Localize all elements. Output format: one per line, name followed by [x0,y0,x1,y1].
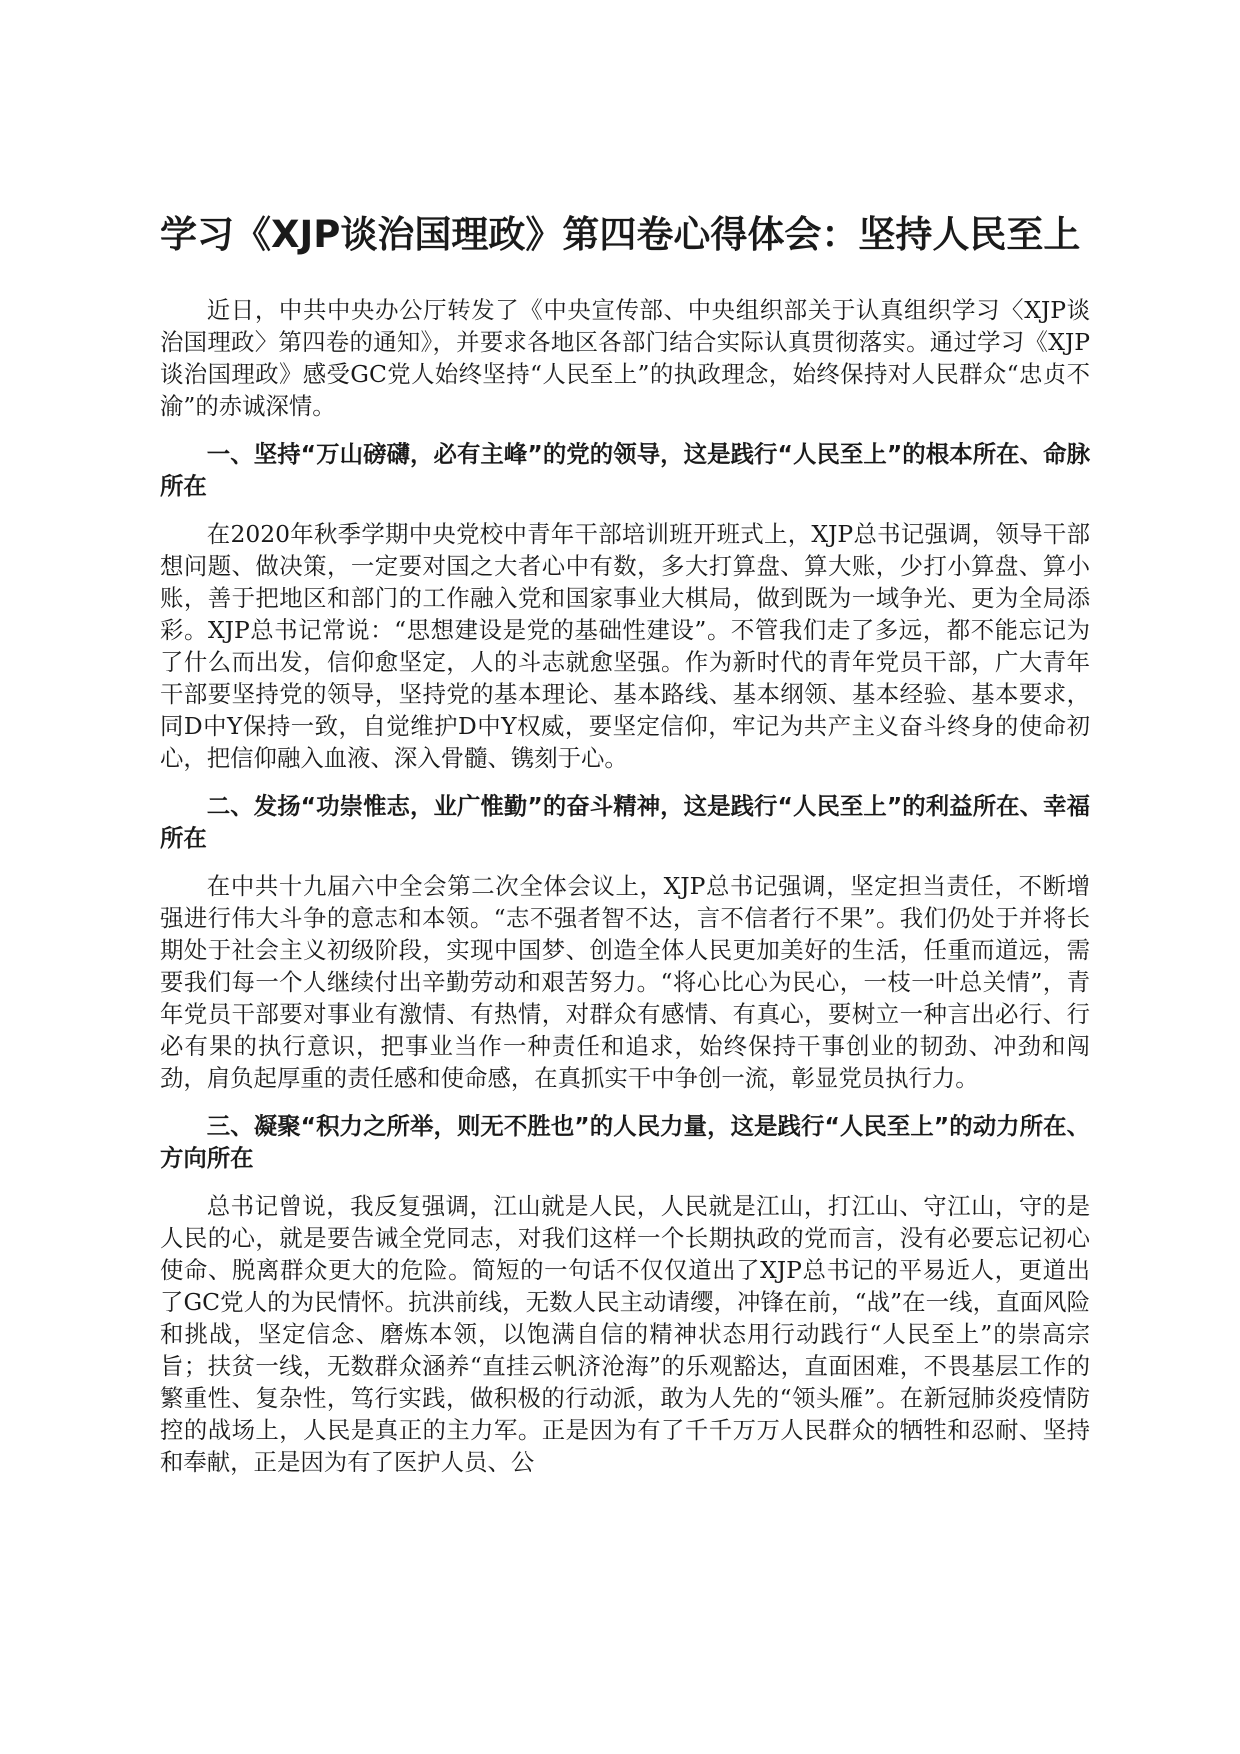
document-page [160,198,1090,1494]
intro-paragraph: 近日，中共中央办公厅转发了《中央宣传部、中央组织部关于认真组织学习〈XJP谈治国理政〉第四卷的通知》，并要求各地区各部门结合实际认真贯彻落实。通过学习《XJP谈治国理政》感受GC党人始终坚持“人民至上”的执政理念，始终保持对人民群众“忠贞不渝”的赤诚深情。 [160,296,1090,420]
section-2-body: 在中共十九届六中全会第二次全体会议上，XJP总书记强调，坚定担当责任，不断增强进行伟大斗争的意志和本领。“志不强者智不达，言不信者行不果”。我们仍处于并将长期处于社会主义初级阶段，实现中国梦、创造全体人民更加美好的生活，任重而道远，需要我们每一个人继续付出辛勤劳动和艰苦努力。“将心比心为民心，一枝一叶总关情”，青年党员干部要对事业有激情、有热情，对群众有感情、有真心，要树立一种言出必行、行必有果的执行意识，把事业当作一种责任和追求，始终保持干事创业的韧劲、冲劲和闯劲，肩负起厚重的责任感和使命感，在真抓实干中争创一流，彰显党员执行力。 [160,872,1090,1092]
section-1-body: 在2020年秋季学期中央党校中青年干部培训班开班式上，XJP总书记强调，领导干部想问题、做决策，一定要对国之大者心中有数，多大打算盘、算大账，少打小算盘、算小账，善于把地区和部门的工作融入党和国家事业大棋局，做到既为一域争光、更为全局添彩。XJP总书记常说：“思想建设是党的基础性建设”。不管我们走了多远，都不能忘记为了什么而出发，信仰愈坚定，人的斗志就愈坚强。作为新时代的青年党员干部，广大青年干部要坚持党的领导，坚持党的基本理论、基本路线、基本纲领、基本经验、基本要求，同D中Y保持一致，自觉维护D中Y权威，要坚定信仰，牢记为共产主义奋斗终身的使命初心，把信仰融入血液、深入骨髓、镌刻于心。 [160,520,1090,772]
section-2-heading: 二、发扬“功崇惟志，业广惟勤”的奋斗精神，这是践行“人民至上”的利益所在、幸福所在 [160,792,1090,852]
section-1-heading: 一、坚持“万山磅礴，必有主峰”的党的领导，这是践行“人民至上”的根本所在、命脉所在 [160,440,1090,500]
section-3-heading: 三、凝聚“积力之所举，则无不胜也”的人民力量，这是践行“人民至上”的动力所在、方向所在 [160,1112,1090,1172]
document-title: 学习《XJP谈治国理政》第四卷心得体会：坚持人民至上 [160,213,1081,256]
section-3-body: 总书记曾说，我反复强调，江山就是人民，人民就是江山，打江山、守江山，守的是人民的心，就是要告诫全党同志，对我们这样一个长期执政的党而言，没有必要忘记初心使命、脱离群众更大的危险。简短的一句话不仅仅道出了XJP总书记的平易近人，更道出了GC党人的为民情怀。抗洪前线，无数人民主动请缨，冲锋在前，“战”在一线，直面风险和挑战，坚定信念、磨炼本领，以饱满自信的精神状态用行动践行“人民至上”的崇高宗旨；扶贫一线，无数群众涵养“直挂云帆济沧海”的乐观豁达，直面困难，不畏基层工作的繁重性、复杂性，笃行实践，做积极的行动派，敢为人先的“领头雁”。在新冠肺炎疫情防控的战场上，人民是真正的主力军。正是因为有了千千万万人民群众的牺牲和忍耐、坚持和奉献，正是因为有了医护人员、公 [160,1192,1090,1476]
